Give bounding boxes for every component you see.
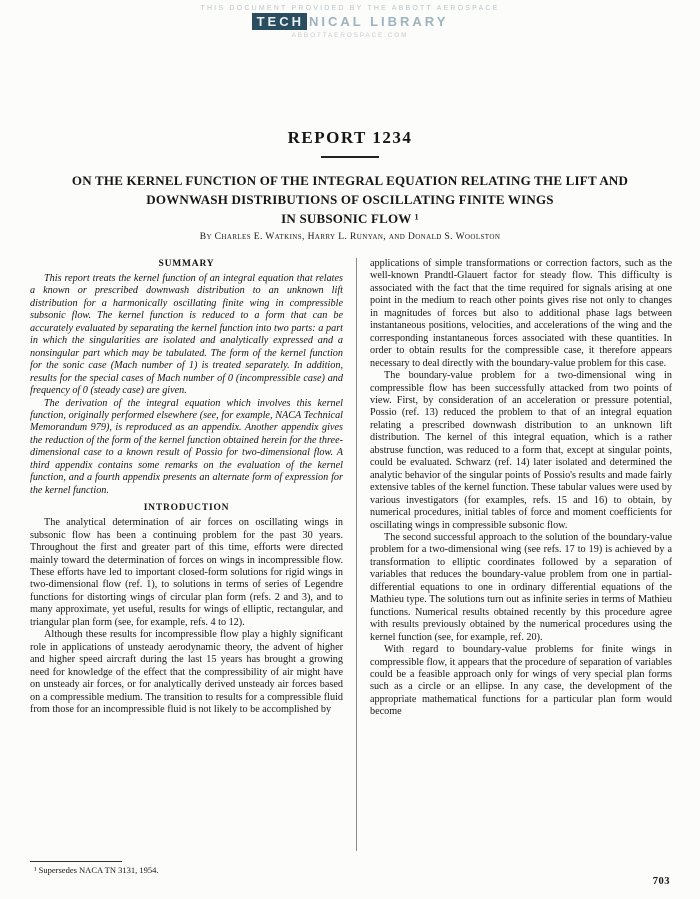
- right-column: [370, 258, 672, 851]
- right-paragraph-4: With regard to boundary-value problems for finite wings in compressible flow, it appears that the procedure of separation of variables could be a feasible approach only for wings of very special plan forms such as a circle or an ellipse. In any case, the development of the appropriate mathematical functions for a particular plan form would become: [370, 644, 672, 718]
- summary-heading: SUMMARY: [158, 259, 215, 269]
- paper-title-line-2: DOWNWASH DISTRIBUTIONS OF OSCILLATING FINITE WINGS: [146, 191, 554, 207]
- stamp-website-text: ABBOTTAEROSPACE.COM: [291, 32, 409, 40]
- summary-paragraph-1: This report treats the kernel function of an integral equation that relates a known or prescribed downwash distribution to an unknown lift distribution for a harmonically oscillating finite wing in compressible subsonic flow. The kernel function is reduced to a form that can be accurately evaluated by separating the kernel function into two parts: a part in which the singularities are isolated and analytically expressed and a nonsingular part which may be tabulated. The form of the kernel function for the sonic case (Mach number of 1) is treated separately. In addition, results for the special cases of Mach number of 0 (incompressible case) and frequency of 0 (steady case) are given.: [30, 273, 343, 397]
- introduction-heading: INTRODUCTION: [143, 503, 230, 514]
- introduction-paragraph-2: Although these results for incompressible flow play a highly significant role in applications of unsteady aerodynamic theory, the advent of higher and higher speed aircraft during the last 15 years has brought a growing need for knowledge of the effect that the compressibility of air might have on unsteady air forces, or for analytically derived unsteady air forces based on a compressible medium. The transition to results for a compressible fluid from those for an incompressible fluid is not likely to be accomplished by: [30, 629, 343, 715]
- report-number-rule: [321, 156, 379, 158]
- right-paragraph-3: The second successful approach to the solution of the boundary-value problem for a two-dimensional wing (see refs. 17 to 19) is achieved by a transformation to elliptic coordinates followed by a separation of variables that reduces the boundary-value problem from one in partial-differential equations to one in ordinary differential equations of the Mathieu type. The solutions turn out as infinite series in terms of Mathieu functions. Numerical results obtained recently by this procedure agree with results previously obtained by the numerical procedures using the kernel function (see, for example, ref. 20).: [370, 531, 672, 643]
- introduction-paragraph-1: The analytical determination of air forces on oscillating wings in subsonic flow has been a continuing problem for the past 30 years. Throughout the first and greater part of this time, efforts were directed mainly toward the determination of forces on wings in incompressible flow. These efforts have led to important closed-form solutions for rigid wings in two-dimensional flow (ref. 1), to solutions in terms of series of Legendre functions for distorting wings of circular plan form (refs. 2 and 3), and to many approximate, yet useful, results for wings of elliptic, rectangular, and triangular plan form (see, for example, refs. 4 to 12).: [30, 517, 343, 628]
- page-number: 703: [652, 876, 670, 887]
- right-paragraph-1: applications of simple transformations or correction factors, such as the well-known Prandtl-Glauert factor for steady flow. This difficulty is associated with the fact that the time required for signals arising at one point in the medium to reach other points gives rise not only to changes in magnitudes of forces but also to additional phase lags between instantaneous positions, velocities, and accelerations of the wing and the corresponding instantaneous forces associated with these quantities. In order to obtain results for the compressible case, it therefore appears necessary to deal directly with the boundary-value problem for this case.: [370, 258, 672, 369]
- byline: By Charles E. Watkins, Harry L. Runyan, and Donald S. Woolston: [199, 232, 501, 242]
- stamp-brand: [252, 13, 449, 30]
- column-divider-rule: [356, 258, 357, 851]
- report-number: REPORT 1234: [287, 128, 413, 147]
- left-column: [30, 258, 343, 851]
- footnote-rule: [30, 861, 122, 862]
- stamp-logo-dark-block: TECH: [252, 13, 307, 30]
- right-paragraph-2: The boundary-value problem for a two-dimensional wing in compressible flow has been successfully attacked from two points of view. First, by consideration of an acceleration or pressure potential, Possio (ref. 13) reduced the problem to that of an integral equation relating a prescribed downwash distribution to an unknown lift distribution. The kernel of this integral equation, which is a rather abstruse function, was reduced to a form that, except at singular points, could be evaluated. Schwarz (ref. 14) later isolated and determined the analytic behavior of the singular points of Possio's results and made fairly extensive tables of the kernel function. These tabular values were used by various investigators (for examples, refs. 15 and 16) to obtain, by numerical procedures, initial tables of force and moment coefficients for oscillating wings in compressible subsonic flow.: [370, 370, 672, 531]
- paper-title-line-3: IN SUBSONIC FLOW ¹: [281, 210, 419, 226]
- body-columns: [30, 258, 672, 851]
- paper-title: [40, 172, 660, 229]
- library-stamp: [0, 5, 700, 39]
- stamp-brand-text: NICAL LIBRARY: [309, 14, 449, 29]
- stamp-provided-by-text: THIS DOCUMENT PROVIDED BY THE ABBOTT AEROSPACE: [200, 5, 500, 12]
- footnote: ¹ Supersedes NACA TN 3131, 1954.: [34, 865, 159, 875]
- paper-title-line-1: ON THE KERNEL FUNCTION OF THE INTEGRAL EQUATION RELATING THE LIFT AND: [71, 173, 629, 188]
- summary-paragraph-2: The derivation of the integral equation which involves this kernel function, originally performed elsewhere (see, for example, NACA Technical Memorandum 979), is reproduced as an appendix. Another appendix gives the reduction of the form of the kernel function obtained herein for the three-dimensional case to a known result of Possio for two-dimensional flow. A third appendix contains some remarks on the evaluation of the kernel function, and a fourth appendix presents an alternate form of expression for the kernel function.: [30, 397, 343, 496]
